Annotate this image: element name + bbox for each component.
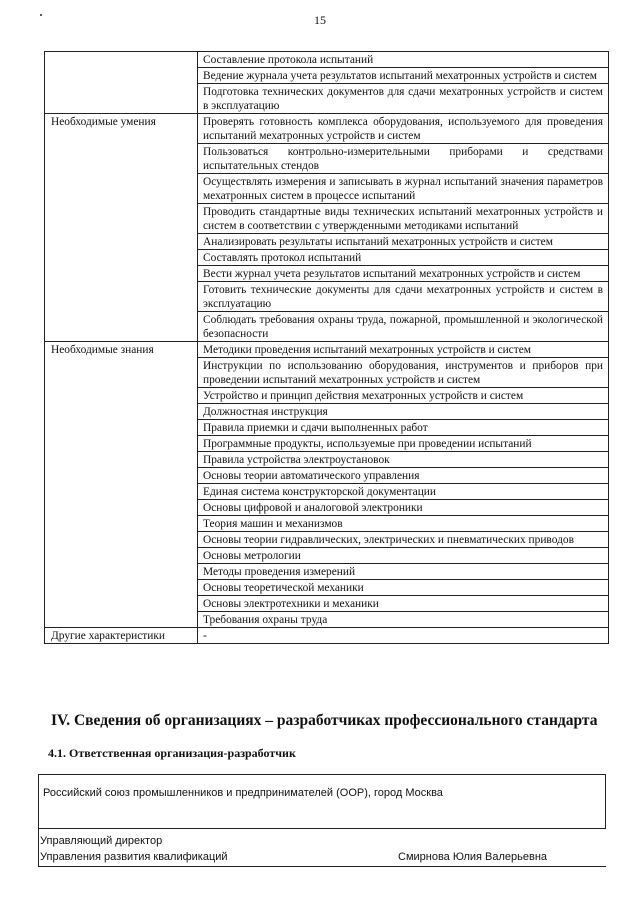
page-number: 15 [314, 13, 326, 27]
requirement-item: Пользоваться контрольно-измерительными приборами и средствами испытательных стендов [198, 144, 609, 174]
requirement-item: Единая система конструкторской документации [198, 484, 609, 500]
requirement-item: Основы электротехники и механики [198, 596, 609, 612]
category-label: Необходимые знания [45, 342, 198, 628]
requirement-item: Правила приемки и сдачи выполненных работ [198, 420, 609, 436]
requirement-item: Основы метрологии [198, 548, 609, 564]
category-label: Необходимые умения [45, 114, 198, 342]
requirement-item: Должностная инструкция [198, 404, 609, 420]
table-row [45, 114, 609, 144]
representative-left-border [38, 829, 39, 866]
requirement-item: Готовить технические документы для сдачи мехатронных устройств и систем в эксплуатацию [198, 282, 609, 312]
requirement-item: Основы теории автоматического управления [198, 468, 609, 484]
requirement-item: Устройство и принцип действия мехатронных устройств и систем [198, 388, 609, 404]
category-label [45, 52, 198, 114]
requirement-item: Правила устройства электроустановок [198, 452, 609, 468]
representative-underline [38, 866, 606, 867]
representative-name: Смирнова Юлия Валерьевна [398, 851, 548, 863]
representative-department: Управления развития квалификаций [40, 851, 228, 863]
requirement-item: Методы проведения измерений [198, 564, 609, 580]
competency-table [44, 51, 609, 644]
section-heading: IV. Сведения об организациях – разработчиках профессионального стандарта [51, 712, 598, 729]
requirement-item: Ведение журнала учета результатов испытаний мехатронных устройств и систем [198, 68, 609, 84]
requirement-item: Основы цифровой и аналоговой электроники [198, 500, 609, 516]
requirement-item: Требования охраны труда [198, 612, 609, 628]
requirement-item: Методики проведения испытаний мехатронных устройств и систем [198, 342, 609, 358]
organization-name: Российский союз промышленников и предпринимателей (ООР), город Москва [43, 787, 443, 799]
requirement-item: Соблюдать требования охраны труда, пожарной, промышленной и экологической безопасности [198, 312, 609, 342]
competency-table-body [45, 52, 609, 644]
requirement-item: Анализировать результаты испытаний мехатронных устройств и систем [198, 234, 609, 250]
table-row [45, 52, 609, 68]
requirement-item: - [198, 628, 609, 644]
representative-title: Управляющий директор [40, 835, 163, 847]
requirement-item: Инструкции по использованию оборудования, инструментов и приборов при проведении испытаний мехатронных устройств и систем [198, 358, 609, 388]
requirement-item: Вести журнал учета результатов испытаний мехатронных устройств и систем [198, 266, 609, 282]
category-label: Другие характеристики [45, 628, 198, 644]
subsection-heading: 4.1. Ответственная организация-разработчик [48, 746, 296, 760]
requirement-item: Программные продукты, используемые при проведении испытаний [198, 436, 609, 452]
table-row [45, 342, 609, 358]
requirement-item: Основы теории гидравлических, электрических и пневматических приводов [198, 532, 609, 548]
requirement-item: Подготовка технических документов для сдачи мехатронных устройств и систем в эксплуатацию [198, 84, 609, 114]
requirement-item: Проводить стандартные виды технических испытаний мехатронных устройств и систем в соответствии с утвержденными методиками испытаний [198, 204, 609, 234]
requirement-item: Осуществлять измерения и записывать в журнал испытаний значения параметров мехатронных систем в процессе испытаний [198, 174, 609, 204]
requirement-item: Теория машин и механизмов [198, 516, 609, 532]
requirement-item: Составлять протокол испытаний [198, 250, 609, 266]
requirement-item: Проверять готовность комплекса оборудования, используемого для проведения испытаний мехатронных устройств и систем [198, 114, 609, 144]
requirement-item: Основы теоретической механики [198, 580, 609, 596]
organization-name-box [38, 774, 606, 829]
table-row [45, 628, 609, 644]
requirement-item: Составление протокола испытаний [198, 52, 609, 68]
